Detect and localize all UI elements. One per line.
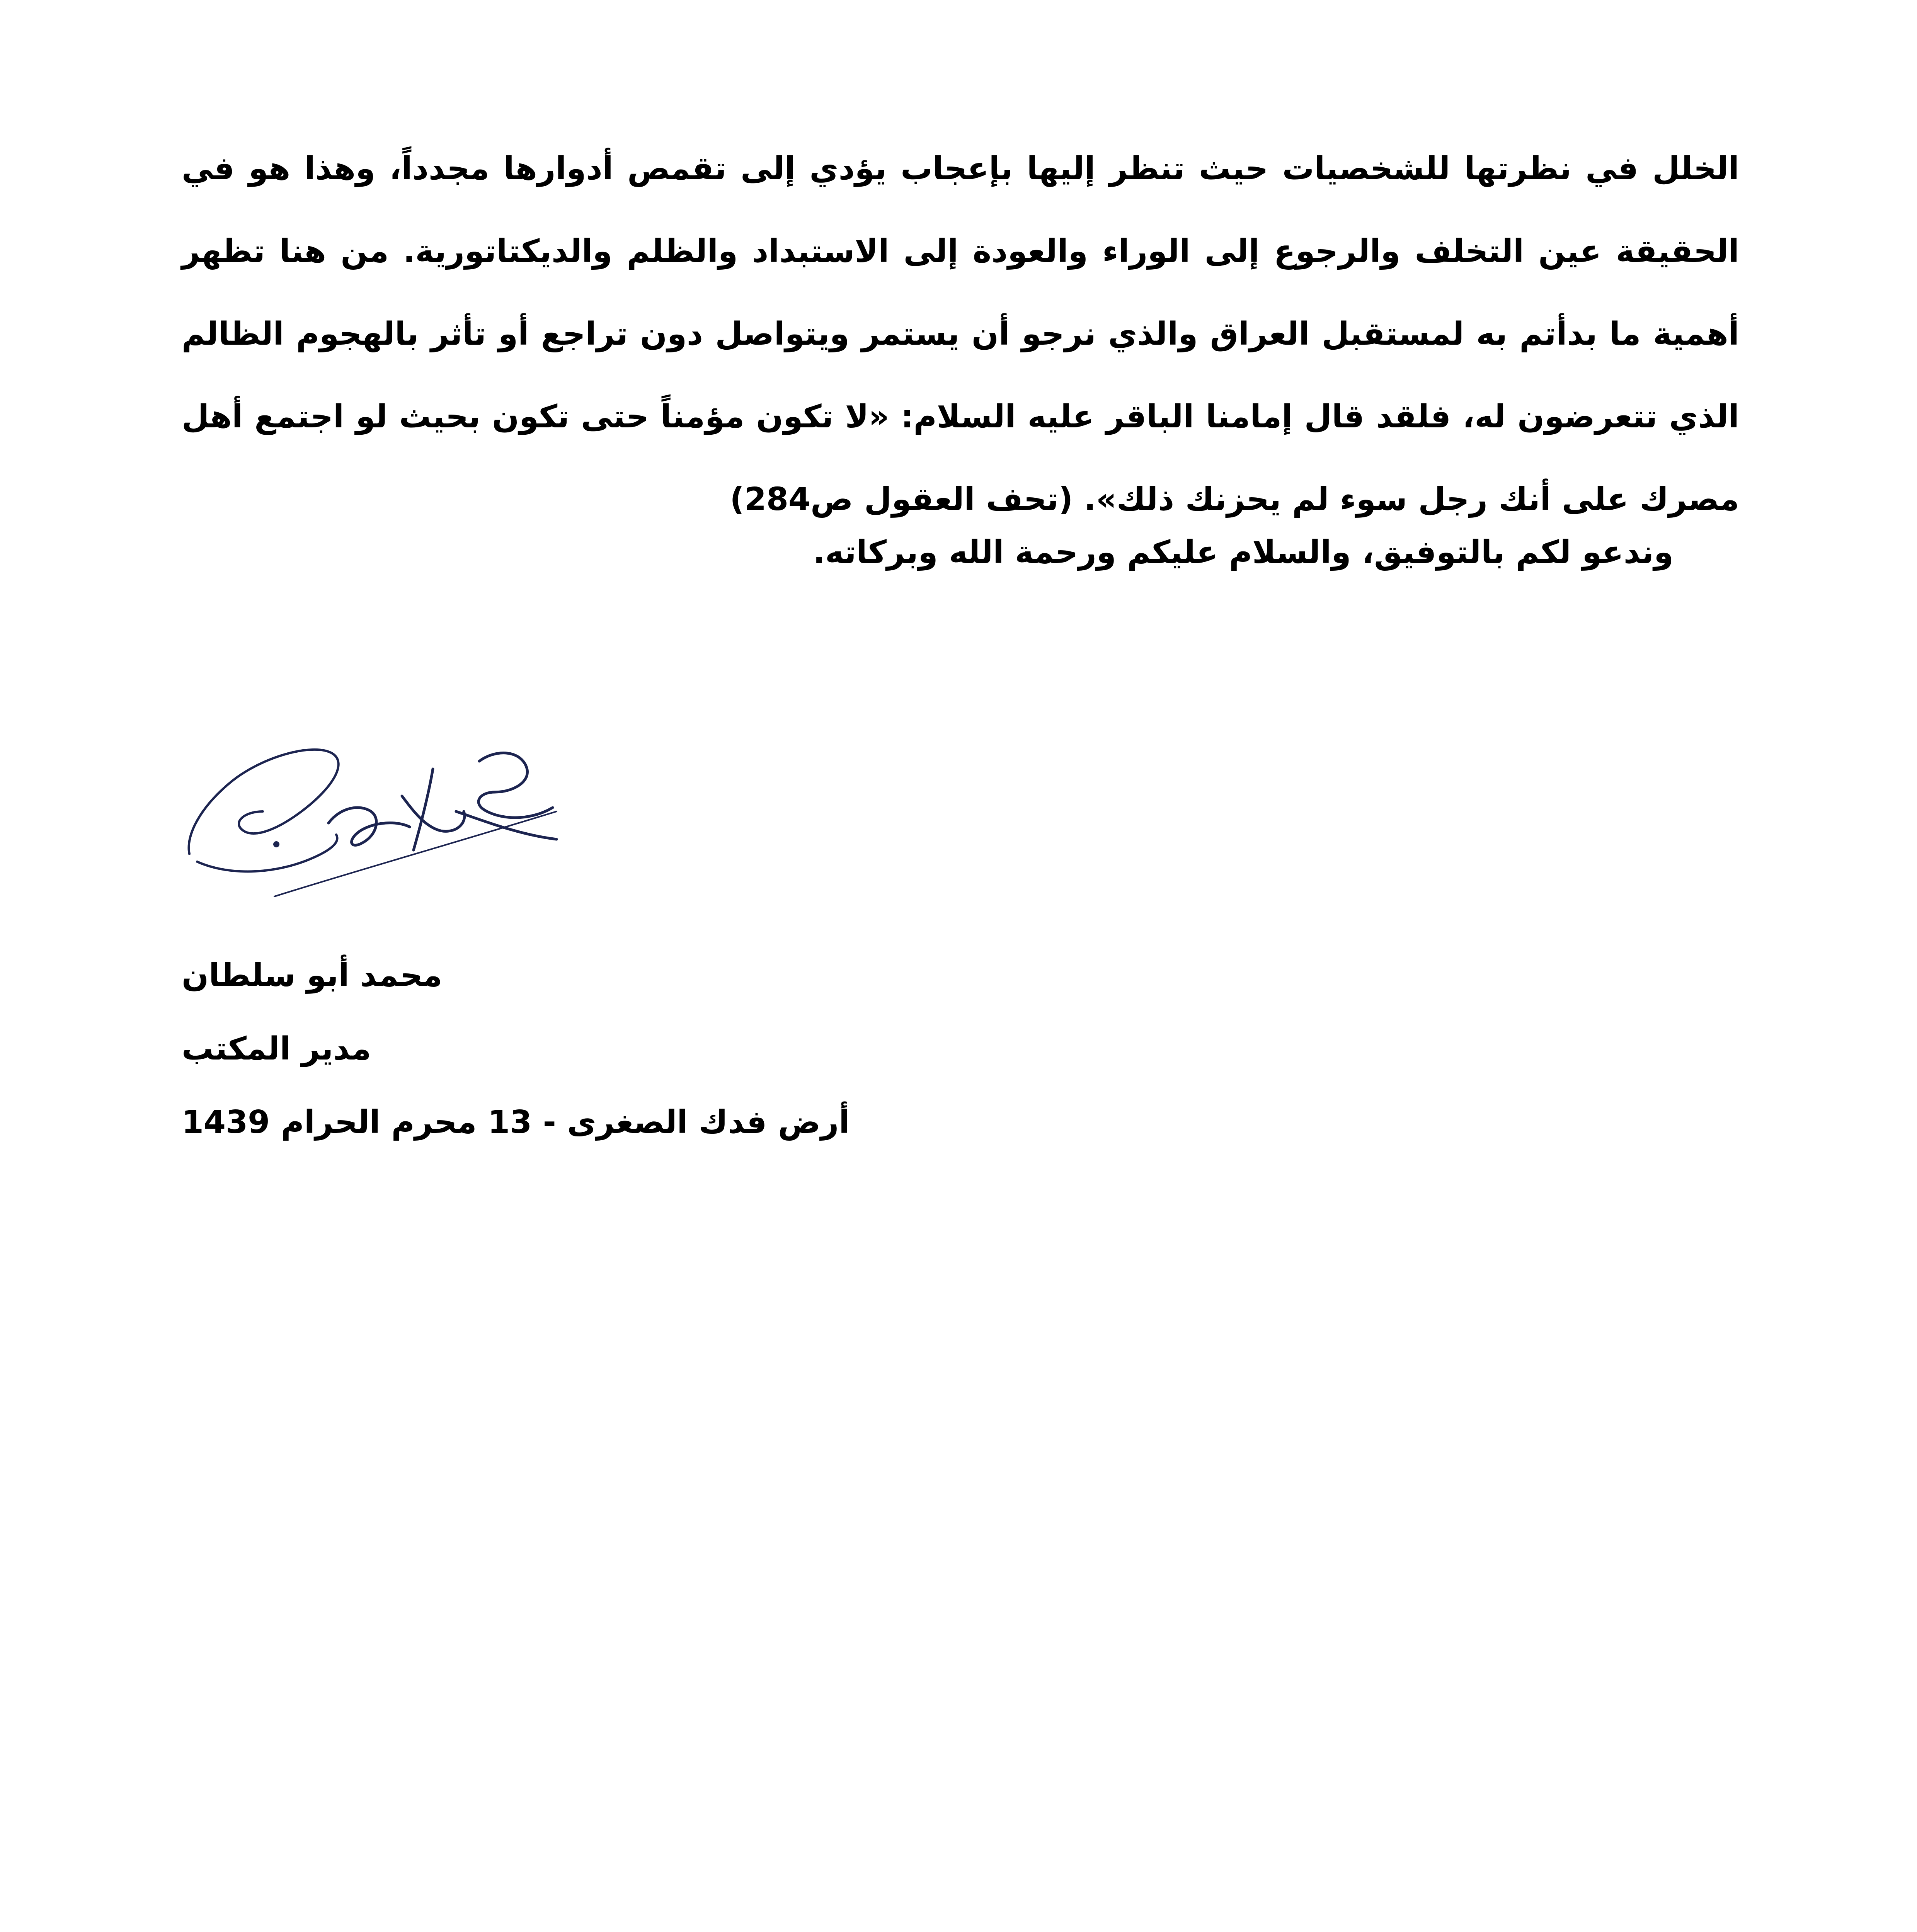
- place-and-date: أرض فدك الصغرى - 13 محرم الحرام 1439: [182, 1104, 850, 1141]
- handwritten-signature: [186, 696, 688, 912]
- letter-closing: وندعو لكم بالتوفيق، والسلام عليكم ورحمة الله وبركاته.: [813, 534, 1674, 571]
- signature-dot: [273, 841, 279, 847]
- signature-right-flourish: [478, 753, 553, 818]
- signature-vertical-stroke-1: [414, 769, 433, 850]
- signer-title: مدير المكتب: [182, 1031, 371, 1067]
- signer-name: محمد أبو سلطان: [182, 957, 443, 994]
- signature-underline: [274, 811, 557, 896]
- signature-loop-stroke: [189, 750, 338, 854]
- signature-middle-stroke: [329, 808, 410, 845]
- letter-body-paragraph: الخلل في نظرتها للشخصيات حيث تنظر إليها بإعجاب يؤدي إلى تقمص أدوارها مجدداً، وهذا هو في الحقيقة عين التخلف والرجوع إلى الوراء والعودة إلى الاستبداد والظلم والديكتاتورية. من هنا تظهر أهمية ما بدأتم به لمستقبل العراق والذي نرجو أن يستمر ويتواصل دون تراجع أو تأثر بالهجوم الظالم الذي تتعرضون له، فلقد قال إمامنا الباقر عليه السلام: «لا تكون مؤمناً حتى تكون بحيث لو اجتمع أهل مصرك على أنك رجل سوء لم يحزنك ذلك». (تحف العقول ص284): [182, 150, 1739, 518]
- signature-vertical-stroke-2: [402, 796, 465, 831]
- signature-block: [182, 947, 877, 1167]
- signature-lower-swoosh: [197, 835, 337, 871]
